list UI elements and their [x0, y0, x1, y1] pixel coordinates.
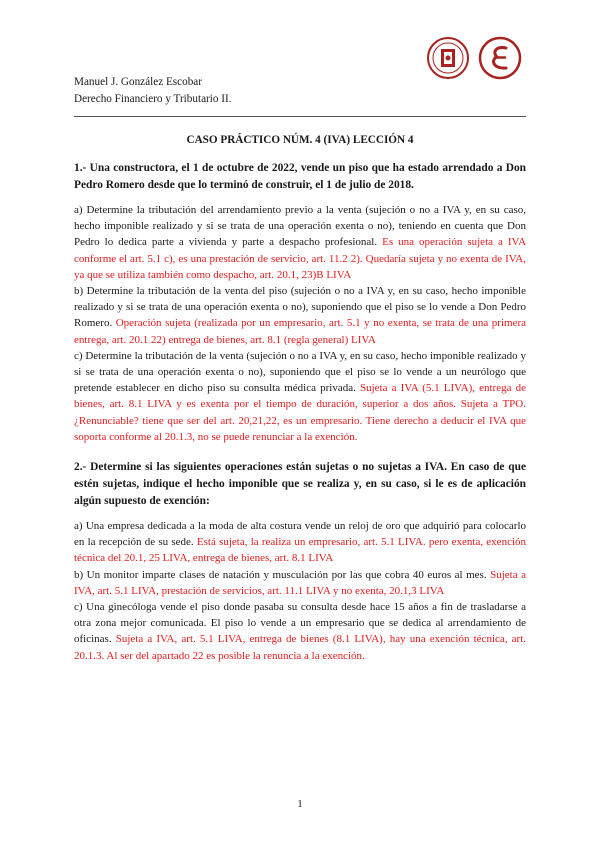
faculty-emblem-icon: [478, 36, 522, 80]
question-2b: [74, 567, 526, 599]
question-1a-text: a) Determine la tributación del arrendamiento previo a la venta (sujeción o no a IVA y, en su caso, hecho imponible realizado y si se trata de una operación exenta o no), teniendo en cuenta que Don Pedro lo dedica parte a vivienda y parte a despacho profesional.: [74, 204, 526, 249]
question-2a: [74, 518, 526, 567]
page-number: 1: [297, 798, 303, 810]
document-header: [74, 74, 232, 108]
author-name: Manuel J. González Escobar: [74, 76, 202, 88]
question-2a-text: a) Una empresa dedicada a la moda de alta costura vende un reloj de oro que adquirió para colocarlo en la recepción de su sede.: [74, 520, 526, 549]
header-divider: [74, 116, 526, 117]
question-1a: [74, 202, 526, 283]
document-body: [74, 134, 526, 664]
answer-2b: Sujeta a IVA, art. 5.1 LIVA, prestación de servicios, art. 11.1 LIVA y no exenta, 20.1,3 LIVA: [74, 568, 526, 597]
university-seal-icon: [426, 36, 470, 80]
question-1b-text: b) Determine la tributación de la venta del piso (sujeción o no a IVA y, en su caso, hecho imponible realizado y si se trata de una operación exenta o no), suponiendo que el piso se lo vende a Don Pedro Romero.: [74, 285, 526, 330]
answer-2c: Sujeta a IVA, art. 5.1 LIVA, entrega de bienes (8.1 LIVA), hay una exención técnica, art. 20.1.3. Al ser del apartado 22 es posible la renuncia a la exención.: [74, 633, 527, 662]
question-1-statement: 1.- Una constructora, el 1 de octubre de 2022, vende un piso que ha estado arrendado a Don Pedro Romero desde que lo terminó de construir, el 1 de julio de 2018.: [74, 162, 526, 191]
answer-1b: Operación sujeta (realizada por un empresario, art. 5.1 y no exenta, se trata de una primera entrega, art. 20.1 22) entrega de bienes, art. 8.1 (regla general) LIVA: [74, 317, 526, 346]
course-name: Derecho Financiero y Tributario II.: [74, 93, 232, 105]
header-logos: [426, 36, 522, 80]
question-2b-text: b) Un monitor imparte clases de natación y musculación por las que cobra 40 euros al mes.: [74, 568, 487, 581]
answer-1c: Sujeta a IVA (5.1 LIVA), entrega de bienes, art. 8.1 LIVA y es exenta por el tiempo de duración, superior a dos años. Sujeta a TPO. ¿Renunciable? tiene que ser del art. 20,21,22, es un empresario. Tiene derecho a deducir el IVA que soporta conforme al 20.1.3, no se puede renunciar a la exención.: [74, 382, 526, 443]
question-1b: [74, 283, 526, 348]
answer-2a: Está sujeta, la realiza un empresario, art. 5.1 LIVA. pero exenta, exención técnica del 20.1, 25 LIVA, entrega de bienes, art. 8.1 LIVA: [74, 536, 527, 565]
answer-1a: Es una operación sujeta a IVA conforme el art. 5.1 c), es una prestación de servicio, art. 11.2 2). Quedaría sujeta y no exenta de IVA, ya que se utiliza también como despacho, art. 20.1, 23)B LIVA: [74, 236, 527, 281]
question-1c: [74, 348, 526, 445]
section-spacer: [74, 445, 526, 459]
question-1c-text: c) Determine la tributación de la venta (sujeción o no a IVA y, en su caso, hecho imponible realizado y si se trata de una operación exenta o no), suponiendo que el piso se lo vende a un neurólogo que pretende establecer en dicho piso su consulta médica privada.: [74, 349, 526, 395]
question-2c-text: c) Una ginecóloga vende el piso donde pasaba su consulta desde hace 15 años a fin de trasladarse a otra zona mejor comunicada. El piso lo vende a un empresario que se dedica al arrendamiento de oficinas.: [74, 601, 526, 646]
question-2c: [74, 599, 526, 664]
page-title: CASO PRÁCTICO NÚM. 4 (IVA) LECCIÓN 4: [186, 134, 414, 146]
question-2-statement: 2.- Determine si las siguientes operaciones están sujetas o no sujetas a IVA. En caso de que estén sujetas, indique el hecho imponible que se realiza y, en su caso, si le es de aplicación algún supuesto de exención:: [74, 461, 526, 508]
